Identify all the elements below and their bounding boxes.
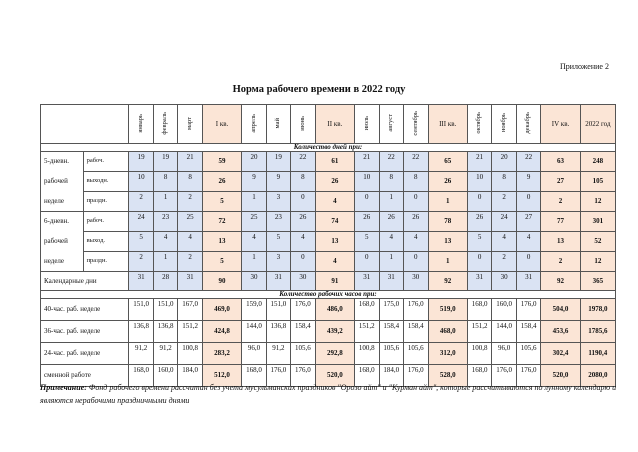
month-value-cell: 25 [242, 212, 266, 232]
quarter-header: IV кв. [541, 105, 580, 144]
year-total-cell: 52 [580, 232, 615, 252]
table-row [41, 321, 616, 343]
month-value-cell: 31 [266, 272, 290, 291]
month-value-cell: 184,0 [379, 365, 403, 387]
month-value-cell: 23 [153, 212, 177, 232]
year-total-cell: 301 [580, 212, 615, 232]
quarter-total-cell: 91 [315, 272, 354, 291]
month-header-label: ноябрь [499, 113, 507, 133]
month-header [291, 105, 315, 144]
month-header-label: апрель [249, 113, 257, 133]
month-value-cell: 27 [516, 212, 540, 232]
quarter-total-cell: 292,8 [315, 343, 354, 365]
month-value-cell: 30 [242, 272, 266, 291]
month-value-cell: 176,0 [492, 365, 516, 387]
month-value-cell: 0 [355, 192, 379, 212]
month-value-cell: 9 [242, 172, 266, 192]
month-value-cell: 31 [467, 272, 491, 291]
month-value-cell: 8 [379, 172, 403, 192]
month-value-cell: 19 [266, 152, 290, 172]
month-value-cell: 168,0 [467, 365, 491, 387]
month-value-cell: 0 [516, 252, 540, 272]
month-value-cell: 151,0 [153, 299, 177, 321]
quarter-total-cell: 302,4 [541, 343, 580, 365]
month-value-cell: 30 [492, 272, 516, 291]
month-value-cell: 91,2 [266, 343, 290, 365]
month-value-cell: 0 [404, 192, 428, 212]
month-value-cell: 4 [516, 232, 540, 252]
month-value-cell: 2 [492, 192, 516, 212]
quarter-total-cell: 13 [541, 232, 580, 252]
month-value-cell: 100,8 [178, 343, 202, 365]
month-value-cell: 22 [404, 152, 428, 172]
quarter-total-cell: 4 [315, 192, 354, 212]
month-value-cell: 21 [178, 152, 202, 172]
month-value-cell: 31 [516, 272, 540, 291]
month-value-cell: 26 [467, 212, 491, 232]
quarter-total-cell: 512,0 [202, 365, 241, 387]
month-header [129, 105, 153, 144]
month-value-cell: 31 [355, 272, 379, 291]
month-value-cell: 168,0 [355, 365, 379, 387]
year-total-cell: 12 [580, 192, 615, 212]
month-value-cell: 151,0 [266, 299, 290, 321]
table-header-row [41, 105, 616, 144]
month-value-cell: 158,4 [379, 321, 403, 343]
month-value-cell: 168,0 [129, 365, 153, 387]
month-header [178, 105, 202, 144]
month-value-cell: 8 [153, 172, 177, 192]
month-value-cell: 4 [492, 232, 516, 252]
month-value-cell: 30 [404, 272, 428, 291]
month-value-cell: 4 [178, 232, 202, 252]
month-value-cell: 2 [178, 252, 202, 272]
month-header-label: май [274, 117, 282, 129]
month-value-cell: 20 [242, 152, 266, 172]
quarter-header: I кв. [202, 105, 241, 144]
footnote-text: Фонд рабочего времени рассчитан без учета мусульманских праздников "Орозо айт" и "Курман айт", которые рассчитываются по лунному календарю и являются нерабочими праздничными днями [40, 383, 617, 405]
quarter-total-cell: 486,0 [315, 299, 354, 321]
month-value-cell: 176,0 [516, 365, 540, 387]
month-value-cell: 19 [153, 152, 177, 172]
quarter-header: II кв. [315, 105, 354, 144]
month-header [242, 105, 266, 144]
quarter-total-cell: 5 [202, 252, 241, 272]
month-value-cell: 8 [291, 172, 315, 192]
month-value-cell: 31 [178, 272, 202, 291]
month-header-label: март [185, 116, 193, 130]
quarter-total-cell: 26 [315, 172, 354, 192]
quarter-total-cell: 77 [541, 212, 580, 232]
month-value-cell: 10 [129, 172, 153, 192]
month-value-cell: 144,0 [492, 321, 516, 343]
quarter-total-cell: 469,0 [202, 299, 241, 321]
month-header-label: август [387, 114, 395, 132]
quarter-total-cell: 92 [428, 272, 467, 291]
month-value-cell: 105,6 [404, 343, 428, 365]
row-group-label: неделе [41, 252, 84, 272]
month-value-cell: 2 [129, 252, 153, 272]
quarter-total-cell: 1 [428, 192, 467, 212]
quarter-total-cell: 504,0 [541, 299, 580, 321]
row-sub-label: выходн. [83, 172, 129, 192]
quarter-total-cell: 13 [428, 232, 467, 252]
month-value-cell: 151,0 [129, 299, 153, 321]
quarter-total-cell: 90 [202, 272, 241, 291]
quarter-total-cell: 519,0 [428, 299, 467, 321]
month-value-cell: 151,2 [178, 321, 202, 343]
month-value-cell: 25 [178, 212, 202, 232]
month-value-cell: 158,4 [516, 321, 540, 343]
month-value-cell: 4 [242, 232, 266, 252]
month-value-cell: 168,0 [467, 299, 491, 321]
month-value-cell: 91,2 [129, 343, 153, 365]
month-header-label: июнь [298, 115, 306, 131]
quarter-total-cell: 520,0 [541, 365, 580, 387]
month-value-cell: 1 [242, 252, 266, 272]
month-value-cell: 22 [516, 152, 540, 172]
month-value-cell: 10 [467, 172, 491, 192]
row-label: сменной работе [41, 365, 129, 387]
section-title: Количество дней при: [41, 144, 616, 152]
appendix-label: Приложение 2 [560, 62, 609, 71]
quarter-total-cell: 65 [428, 152, 467, 172]
month-value-cell: 100,8 [467, 343, 491, 365]
month-value-cell: 100,8 [355, 343, 379, 365]
table-row [41, 172, 616, 192]
year-total-cell: 1978,0 [580, 299, 615, 321]
row-label: 36-час. раб. неделе [41, 321, 129, 343]
month-value-cell: 176,0 [266, 365, 290, 387]
row-label: 24-час. раб. неделе [41, 343, 129, 365]
month-value-cell: 30 [291, 272, 315, 291]
calendar-days-row [41, 272, 616, 291]
month-value-cell: 1 [379, 192, 403, 212]
month-value-cell: 20 [492, 152, 516, 172]
quarter-total-cell: 63 [541, 152, 580, 172]
month-value-cell: 26 [291, 212, 315, 232]
month-value-cell: 26 [404, 212, 428, 232]
year-total-cell: 365 [580, 272, 615, 291]
month-value-cell: 136,8 [129, 321, 153, 343]
month-header-label: декабрь [524, 112, 532, 134]
month-value-cell: 160,0 [492, 299, 516, 321]
month-value-cell: 9 [516, 172, 540, 192]
month-value-cell: 159,0 [242, 299, 266, 321]
month-value-cell: 158,4 [291, 321, 315, 343]
row-label: Календарные дни [41, 272, 129, 291]
header-corner [41, 105, 129, 144]
month-value-cell: 28 [153, 272, 177, 291]
quarter-total-cell: 4 [315, 252, 354, 272]
month-value-cell: 0 [291, 252, 315, 272]
quarter-total-cell: 78 [428, 212, 467, 232]
year-total-cell: 105 [580, 172, 615, 192]
table-row [41, 343, 616, 365]
month-header-label: сентябрь [411, 110, 419, 136]
row-group-label: 6-дневн. [41, 212, 84, 232]
table-row [41, 152, 616, 172]
month-value-cell: 2 [129, 192, 153, 212]
month-value-cell: 2 [178, 192, 202, 212]
month-value-cell: 31 [129, 272, 153, 291]
month-value-cell: 21 [467, 152, 491, 172]
row-sub-label: праздн. [83, 252, 129, 272]
month-header [266, 105, 290, 144]
month-value-cell: 176,0 [404, 299, 428, 321]
month-value-cell: 105,6 [516, 343, 540, 365]
month-header [404, 105, 428, 144]
quarter-total-cell: 27 [541, 172, 580, 192]
month-value-cell: 8 [492, 172, 516, 192]
month-value-cell: 4 [379, 232, 403, 252]
year-total-cell: 12 [580, 252, 615, 272]
month-value-cell: 136,8 [153, 321, 177, 343]
month-value-cell: 24 [129, 212, 153, 232]
row-group-label: рабочей [41, 232, 84, 252]
month-value-cell: 0 [355, 252, 379, 272]
month-value-cell: 26 [379, 212, 403, 232]
month-value-cell: 5 [355, 232, 379, 252]
month-value-cell: 96,0 [242, 343, 266, 365]
quarter-total-cell: 468,0 [428, 321, 467, 343]
row-sub-label: рабоч. [83, 152, 129, 172]
month-value-cell: 5 [129, 232, 153, 252]
month-value-cell: 8 [178, 172, 202, 192]
month-value-cell: 5 [266, 232, 290, 252]
month-header [492, 105, 516, 144]
quarter-total-cell: 72 [202, 212, 241, 232]
quarter-total-cell: 13 [315, 232, 354, 252]
month-value-cell: 22 [379, 152, 403, 172]
month-value-cell: 4 [291, 232, 315, 252]
quarter-total-cell: 520,0 [315, 365, 354, 387]
quarter-total-cell: 74 [315, 212, 354, 232]
month-value-cell: 168,0 [242, 365, 266, 387]
month-value-cell: 1 [153, 252, 177, 272]
table-row [41, 212, 616, 232]
table-row [41, 252, 616, 272]
month-value-cell: 105,6 [291, 343, 315, 365]
quarter-total-cell: 92 [541, 272, 580, 291]
row-sub-label: праздн. [83, 192, 129, 212]
month-value-cell: 0 [404, 252, 428, 272]
month-value-cell: 31 [379, 272, 403, 291]
month-header-label: октябрь [475, 112, 483, 134]
month-value-cell: 0 [467, 192, 491, 212]
quarter-total-cell: 439,2 [315, 321, 354, 343]
month-value-cell: 168,0 [355, 299, 379, 321]
month-value-cell: 176,0 [516, 299, 540, 321]
quarter-total-cell: 26 [428, 172, 467, 192]
month-value-cell: 144,0 [242, 321, 266, 343]
quarter-total-cell: 312,0 [428, 343, 467, 365]
month-value-cell: 160,0 [153, 365, 177, 387]
row-label: 40-час. раб. неделе [41, 299, 129, 321]
month-value-cell: 4 [153, 232, 177, 252]
row-sub-label: рабоч. [83, 212, 129, 232]
month-header [153, 105, 177, 144]
month-value-cell: 5 [467, 232, 491, 252]
month-header [467, 105, 491, 144]
month-value-cell: 19 [129, 152, 153, 172]
footnote [40, 381, 620, 407]
month-value-cell: 167,0 [178, 299, 202, 321]
year-total-cell: 248 [580, 152, 615, 172]
row-group-label: рабочей [41, 172, 84, 192]
month-header-label: июль [362, 115, 370, 131]
quarter-header: III кв. [428, 105, 467, 144]
section-row-hours [41, 291, 616, 299]
month-value-cell: 96,0 [492, 343, 516, 365]
month-value-cell: 0 [516, 192, 540, 212]
month-header [379, 105, 403, 144]
year-total-cell: 2080,0 [580, 365, 615, 387]
quarter-total-cell: 5 [202, 192, 241, 212]
month-value-cell: 22 [291, 152, 315, 172]
table-row [41, 232, 616, 252]
month-value-cell: 23 [266, 212, 290, 232]
table-row [41, 192, 616, 212]
month-header-label: январь [136, 113, 144, 133]
quarter-total-cell: 528,0 [428, 365, 467, 387]
month-value-cell: 175,0 [379, 299, 403, 321]
working-time-table [40, 104, 616, 387]
month-value-cell: 176,0 [291, 365, 315, 387]
month-value-cell: 3 [266, 192, 290, 212]
month-header-label: февраль [161, 111, 169, 135]
document-title: Норма рабочего времени в 2022 году [232, 84, 406, 95]
footnote-label: Примечание: [40, 383, 87, 392]
month-value-cell: 10 [355, 172, 379, 192]
quarter-total-cell: 453,6 [541, 321, 580, 343]
month-value-cell: 3 [266, 252, 290, 272]
month-value-cell: 21 [355, 152, 379, 172]
quarter-total-cell: 2 [541, 252, 580, 272]
row-sub-label: выход. [83, 232, 129, 252]
quarter-total-cell: 59 [202, 152, 241, 172]
month-value-cell: 1 [379, 252, 403, 272]
quarter-total-cell: 61 [315, 152, 354, 172]
month-header [516, 105, 540, 144]
month-value-cell: 24 [492, 212, 516, 232]
month-value-cell: 1 [242, 192, 266, 212]
month-value-cell: 158,4 [404, 321, 428, 343]
month-header [355, 105, 379, 144]
month-value-cell: 4 [404, 232, 428, 252]
month-value-cell: 1 [153, 192, 177, 212]
year-total-cell: 1785,6 [580, 321, 615, 343]
month-value-cell: 8 [404, 172, 428, 192]
month-value-cell: 91,2 [153, 343, 177, 365]
month-value-cell: 176,0 [404, 365, 428, 387]
row-group-label: 5-дневн. [41, 152, 84, 172]
month-value-cell: 9 [266, 172, 290, 192]
section-row-days [41, 144, 616, 152]
month-value-cell: 0 [467, 252, 491, 272]
row-group-label: неделе [41, 192, 84, 212]
quarter-total-cell: 2 [541, 192, 580, 212]
month-value-cell: 105,6 [379, 343, 403, 365]
month-value-cell: 0 [291, 192, 315, 212]
quarter-total-cell: 283,2 [202, 343, 241, 365]
month-value-cell: 176,0 [291, 299, 315, 321]
table-row [41, 299, 616, 321]
month-value-cell: 184,0 [178, 365, 202, 387]
year-total-cell: 1190,4 [580, 343, 615, 365]
quarter-total-cell: 26 [202, 172, 241, 192]
month-value-cell: 151,2 [467, 321, 491, 343]
quarter-total-cell: 13 [202, 232, 241, 252]
month-value-cell: 26 [355, 212, 379, 232]
month-value-cell: 136,8 [266, 321, 290, 343]
section-title: Количество рабочих часов при: [41, 291, 616, 299]
month-value-cell: 2 [492, 252, 516, 272]
month-value-cell: 151,2 [355, 321, 379, 343]
year-header: 2022 год [580, 105, 615, 144]
quarter-total-cell: 424,8 [202, 321, 241, 343]
quarter-total-cell: 1 [428, 252, 467, 272]
